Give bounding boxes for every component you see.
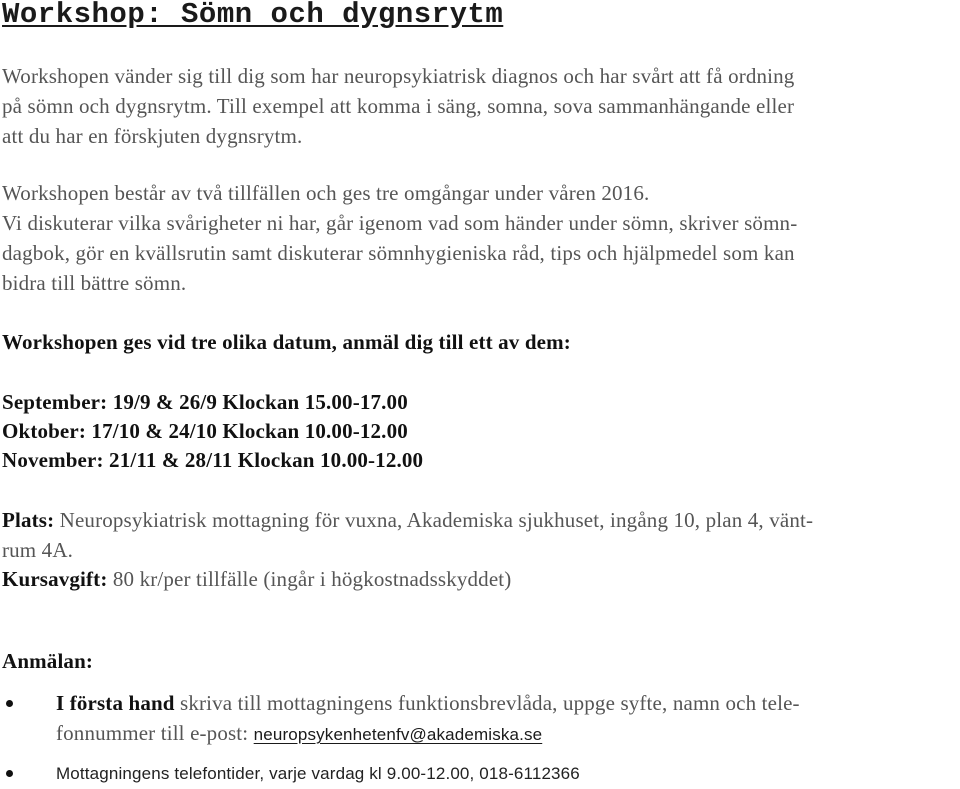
fee-label: Kursavgift:: [2, 567, 108, 591]
bullet-icon: [6, 700, 13, 707]
intro-line-1: Workshopen vänder sig till dig som har neuropsykiatrisk diagnos och har svårt att få ordning: [2, 64, 795, 88]
bullet-icon: [6, 770, 13, 777]
fee-line: [2, 564, 511, 594]
email-link[interactable]: neuropsykenhetenfv@akademiska.se: [253, 725, 543, 744]
place-label: Plats:: [2, 508, 55, 532]
registration-item-1-line-1: [56, 688, 800, 718]
registration-item-1-line-2: [56, 718, 542, 750]
intro-line-3: att du har en förskjuten dygnsrytm.: [2, 124, 303, 148]
intro-line-2: på sömn och dygnsrytm. Till exempel att komma i säng, somna, sova sammanhängande eller: [2, 94, 795, 118]
details-line-2: Vi diskuterar vilka svårigheter ni har, går igenom vad som händer under sömn, skriver sömn-: [2, 211, 798, 235]
date-november: November: 21/11 & 28/11 Klockan 10.00-12.00: [2, 448, 424, 472]
registration-heading: Anmälan:: [2, 649, 94, 673]
details-line-4: bidra till bättre sömn.: [2, 271, 187, 295]
registration-item-2: Mottagningens telefontider, varje vardag kl 9.00-12.00, 018-6112366: [56, 764, 580, 783]
place-text: Neuropsykiatrisk mottagning för vuxna, Akademiska sjukhuset, ingång 10, plan 4, vänt-: [54, 508, 814, 532]
place-line-1: [2, 505, 813, 535]
details-line-1: Workshopen består av två tillfällen och ges tre omgångar under våren 2016.: [2, 181, 650, 205]
fee-text: 80 kr/per tillfälle (ingår i högkostnadsskyddet): [107, 567, 512, 591]
page-title: Workshop: Sömn och dygnsrytm: [2, 0, 504, 31]
registration-item-1-strong: I första hand: [56, 691, 175, 715]
place-line-2: rum 4A.: [2, 538, 74, 562]
registration-item-1-email-prefix: fonnummer till e-post:: [56, 721, 254, 745]
dates-heading: Workshopen ges vid tre olika datum, anmäl dig till ett av dem:: [2, 330, 571, 354]
date-september: September: 19/9 & 26/9 Klockan 15.00-17.00: [2, 390, 408, 414]
date-october: Oktober: 17/10 & 24/10 Klockan 10.00-12.00: [2, 419, 408, 443]
details-line-3: dagbok, gör en kvällsrutin samt diskuterar sömnhygieniska råd, tips och hjälpmedel som kan: [2, 241, 795, 265]
registration-item-1-text: skriva till mottagningens funktionsbrevlåda, uppge syfte, namn och tele-: [174, 691, 800, 715]
